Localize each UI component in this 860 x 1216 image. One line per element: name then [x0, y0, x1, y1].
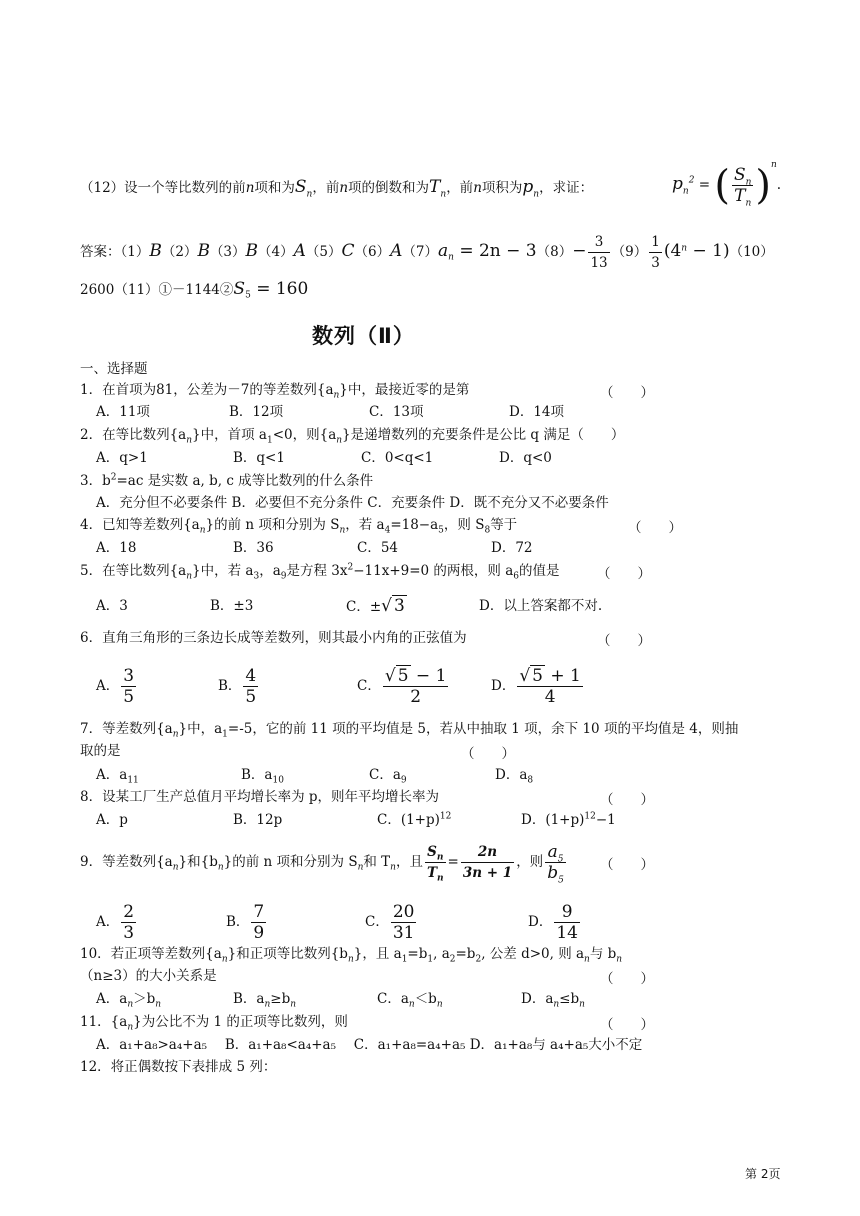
prev-q12-formula: $p_n^2$ = ( $\frac{S_n}{T_n}$ )$^n$. [672, 160, 782, 209]
q3-stem: 3．$b^2=ac$ 是实数 a, b, c 成等比数列的什么条件 [80, 472, 374, 489]
q4-opt-d: D．72 [491, 540, 533, 556]
q4-opt-a: A．18 [96, 540, 137, 556]
answers-line-1: 答案：$(1)B(2)B(3)B(4)A(5)C(6)A(7)a_n = 2n - 3(8)-$ $\frac{3}{13}$ （9） $\frac{1}{3}$ $(4^n - 1)(10)$ [80, 234, 774, 271]
section-heading: 一、选择题 [80, 361, 148, 377]
ans-value: B [149, 241, 162, 261]
ans-8-den: 13 [590, 255, 608, 271]
q9-paren: （ ） [600, 857, 654, 873]
ans-num: （6） [354, 244, 391, 260]
q7-stem: 7．等差数列$\{a_n\}$中，$a_1=-5$，它的前 11 项的平均值是 5，若从中抽取 1 项，余下 10 项的平均值是 4，则抽 [80, 721, 739, 740]
q4-stem: 4．已知等差数列$\{a_n\}$的前 n 项和分别为 $S_n$，若 $a_4=18-a_5$，则 $S_8$等于 [80, 517, 518, 536]
period: . [776, 177, 782, 193]
ans-num: （5） [305, 244, 342, 260]
q10-opt-a: A．$a_n>b_n$ [96, 991, 162, 1010]
q10-opt-c: C．$a_n<b_n$ [377, 991, 443, 1010]
q12-stem: 12．将正偶数按下表排成 5 列： [80, 1059, 277, 1075]
q8-opt-d: D．$(1+p)^{12}-1$ [521, 811, 616, 828]
var-n: n [473, 180, 482, 196]
ans-value: B [245, 241, 259, 261]
q1-opt-c: C．13项 [369, 404, 424, 420]
ans-num: （7） [402, 244, 438, 260]
q2-opt-a: A．q>1 [96, 450, 148, 466]
q4-opt-b: B．36 [233, 540, 274, 556]
q3-options: A．充分但不必要条件 B．必要但不充分条件 C．充要条件 D．既不充分又不必要条件 [96, 495, 609, 511]
q2-opt-b: B．q<1 [233, 450, 285, 466]
ans-num: （3） [209, 244, 246, 260]
prev-q12-text: ，前 [312, 180, 340, 196]
q8-opt-a: A．p [96, 812, 128, 828]
prev-q12-text: 项积为 [481, 180, 523, 196]
q7-opt-a: A．$a_{11}$ [96, 767, 139, 786]
q5-opt-c: C．±√ 3 [346, 596, 405, 616]
q6-opt-b: B． $\frac{4}{5}$ [218, 666, 257, 707]
q7-opt-b: B．$a_{10}$ [241, 767, 284, 786]
page-footer: 第 2页 [745, 1167, 781, 1181]
q10-opt-d: D．$a_n\le b_n$ [521, 991, 585, 1010]
q2-stem: 2．在等比数列$\{a_n\}$中，首项 $a_1<0$，则$\{a_n\}$是递增数列的充要条件是公比 q 满足（ ） [80, 427, 625, 446]
var-n: n [339, 180, 349, 196]
q5-opt-b: B．±3 [210, 598, 254, 614]
q10-stem: 10．若正项等差数列$\{a_n\}$和正项等比数列$\{b_n\}$，且 $a_1=b_1$, $a_2=b_2$, 公差 d>0, 则 $a_n$与 $b_n$ [80, 946, 623, 965]
ans-num: （8） [536, 244, 573, 260]
ans-9: (4 [663, 241, 682, 261]
q11-options: A．a₁+a₈>a₄+a₅ B．a₁+a₈<a₄+a₅ C．a₁+a₈=a₄+a₅ D．a₁+a₈与 a₄+a₅大小不定 [96, 1037, 643, 1053]
q9-stem: 9．等差数列$\{a_n\}$和$\{b_n\}$的前 n 项和分别为 $S_n$和 $T_n$，且 $\frac{S_n}{T_n}$ = $\frac{2n}{3n + 1}$ ，则 $\frac{a_5}{b_5}$ [80, 842, 564, 886]
ans-9-exp: n [681, 243, 688, 254]
q8-opt-b: B．12p [233, 812, 283, 828]
ans-num: （10） [729, 244, 774, 260]
q5-opt-a: A．3 [96, 598, 128, 614]
ans-s5-rhs: = 160 [250, 279, 309, 299]
prev-q12-text: ，前 [446, 180, 474, 196]
q5-opt-d: D．以上答案都不对. [479, 598, 603, 614]
q10-opt-b: B．$a_n\ge b_n$ [233, 991, 297, 1010]
prev-q12-prefix: （12）设一个等比数列的前 [80, 180, 246, 196]
q11-stem: 11．$\{a_n\}$为公比不为 1 的正项等比数列，则 [80, 1014, 348, 1033]
q1-opt-b: B．12项 [229, 404, 284, 420]
ans-num: （2） [161, 244, 198, 260]
q8-stem: 8．设某工厂生产总值月平均增长率为 p，则年平均增长率为 [80, 789, 440, 805]
answers-label: 答案： [80, 244, 121, 260]
q5-stem: 5．在等比数列$\{a_n\}$中，若 $a_3$，$a_9$是方程 $3x^2-11x+9=0$ 的两根，则 $a_6$的值是 [80, 562, 560, 582]
prev-problem-12: （12）设一个等比数列的前n项和为$S_n$，前n项的倒数和为$T_n$，前n项积为$p_n$，求证： [80, 177, 594, 200]
prev-q12-text: ，求证： [539, 180, 594, 196]
q4-paren: （ ） [628, 520, 682, 536]
q7-opt-d: D．$a_8$ [495, 767, 534, 786]
ans-9-den: 3 [651, 255, 660, 271]
q4-opt-c: C．54 [357, 540, 399, 556]
ans-value: A [293, 241, 306, 261]
q8-paren: （ ） [600, 792, 654, 808]
q8-opt-c: C．$(1+p)^{12}$ [377, 811, 452, 828]
ans-7-rhs: = 2n − 3 [453, 241, 537, 261]
q11-paren: （ ） [600, 1017, 654, 1033]
q5-paren: （ ） [597, 566, 651, 582]
q6-opt-d: D． $\frac{√ 5 + 1}{4}$ [491, 666, 581, 707]
answers-line-2: $2600(11)①-1144②S_5 = 160$ [80, 279, 309, 301]
ans-9-end: − 1) [687, 241, 730, 261]
q9-opt-c: C． $\frac{20}{31}$ [365, 902, 415, 943]
q1-opt-d: D．14项 [509, 404, 565, 420]
q1-opt-a: A．11项 [96, 404, 150, 420]
prev-q12-text: 项和为 [254, 180, 295, 196]
q7-line2: 取的是 [80, 743, 121, 759]
q9-opt-b: B． $\frac{7}{9}$ [226, 902, 265, 943]
q9-opt-a: A． $\frac{2}{3}$ [96, 902, 135, 943]
q1-paren: （ ） [600, 385, 654, 401]
ans-value: A [390, 241, 403, 261]
q1-stem: 1．在首项为81，公差为－7的等差数列$\{a_n\}$中，最接近零的是第 [80, 382, 470, 401]
q10-paren: （ ） [600, 971, 654, 987]
ans-9-num: 1 [649, 232, 662, 253]
q2-opt-d: D．q<0 [499, 450, 552, 466]
prev-q12-text: 项的倒数和为 [348, 180, 430, 196]
q6-opt-c: C． $\frac{√ 5 - 1}{2}$ [357, 666, 447, 707]
answers-10-11: 2600（11）①－1144② [80, 282, 234, 298]
ans-num: （9） [611, 244, 648, 260]
q6-opt-a: A． $\frac{3}{5}$ [96, 666, 135, 707]
q10-line2: （n≥3）的大小关系是 [80, 968, 217, 984]
ans-8-num: 3 [588, 232, 609, 253]
ans-num: （4） [258, 244, 294, 260]
ans-value: B [197, 241, 210, 261]
var-n: n [245, 180, 255, 196]
q7-opt-c: C．$a_9$ [369, 767, 407, 786]
ans-7: a [437, 241, 449, 261]
q6-stem: 6．直角三角形的三条边长成等差数列，则其最小内角的正弦值为 [80, 630, 467, 646]
ans-s5: S [233, 279, 246, 299]
ans-value: C [341, 241, 355, 261]
q9-opt-d: D． $\frac{9}{14}$ [528, 902, 578, 943]
q2-opt-c: C．0<q<1 [361, 450, 434, 466]
q6-paren: （ ） [597, 633, 651, 649]
ans-num: （1） [120, 244, 150, 260]
page-title: 数列（Ⅱ） [312, 324, 415, 348]
q7-paren: （ ） [461, 746, 515, 762]
